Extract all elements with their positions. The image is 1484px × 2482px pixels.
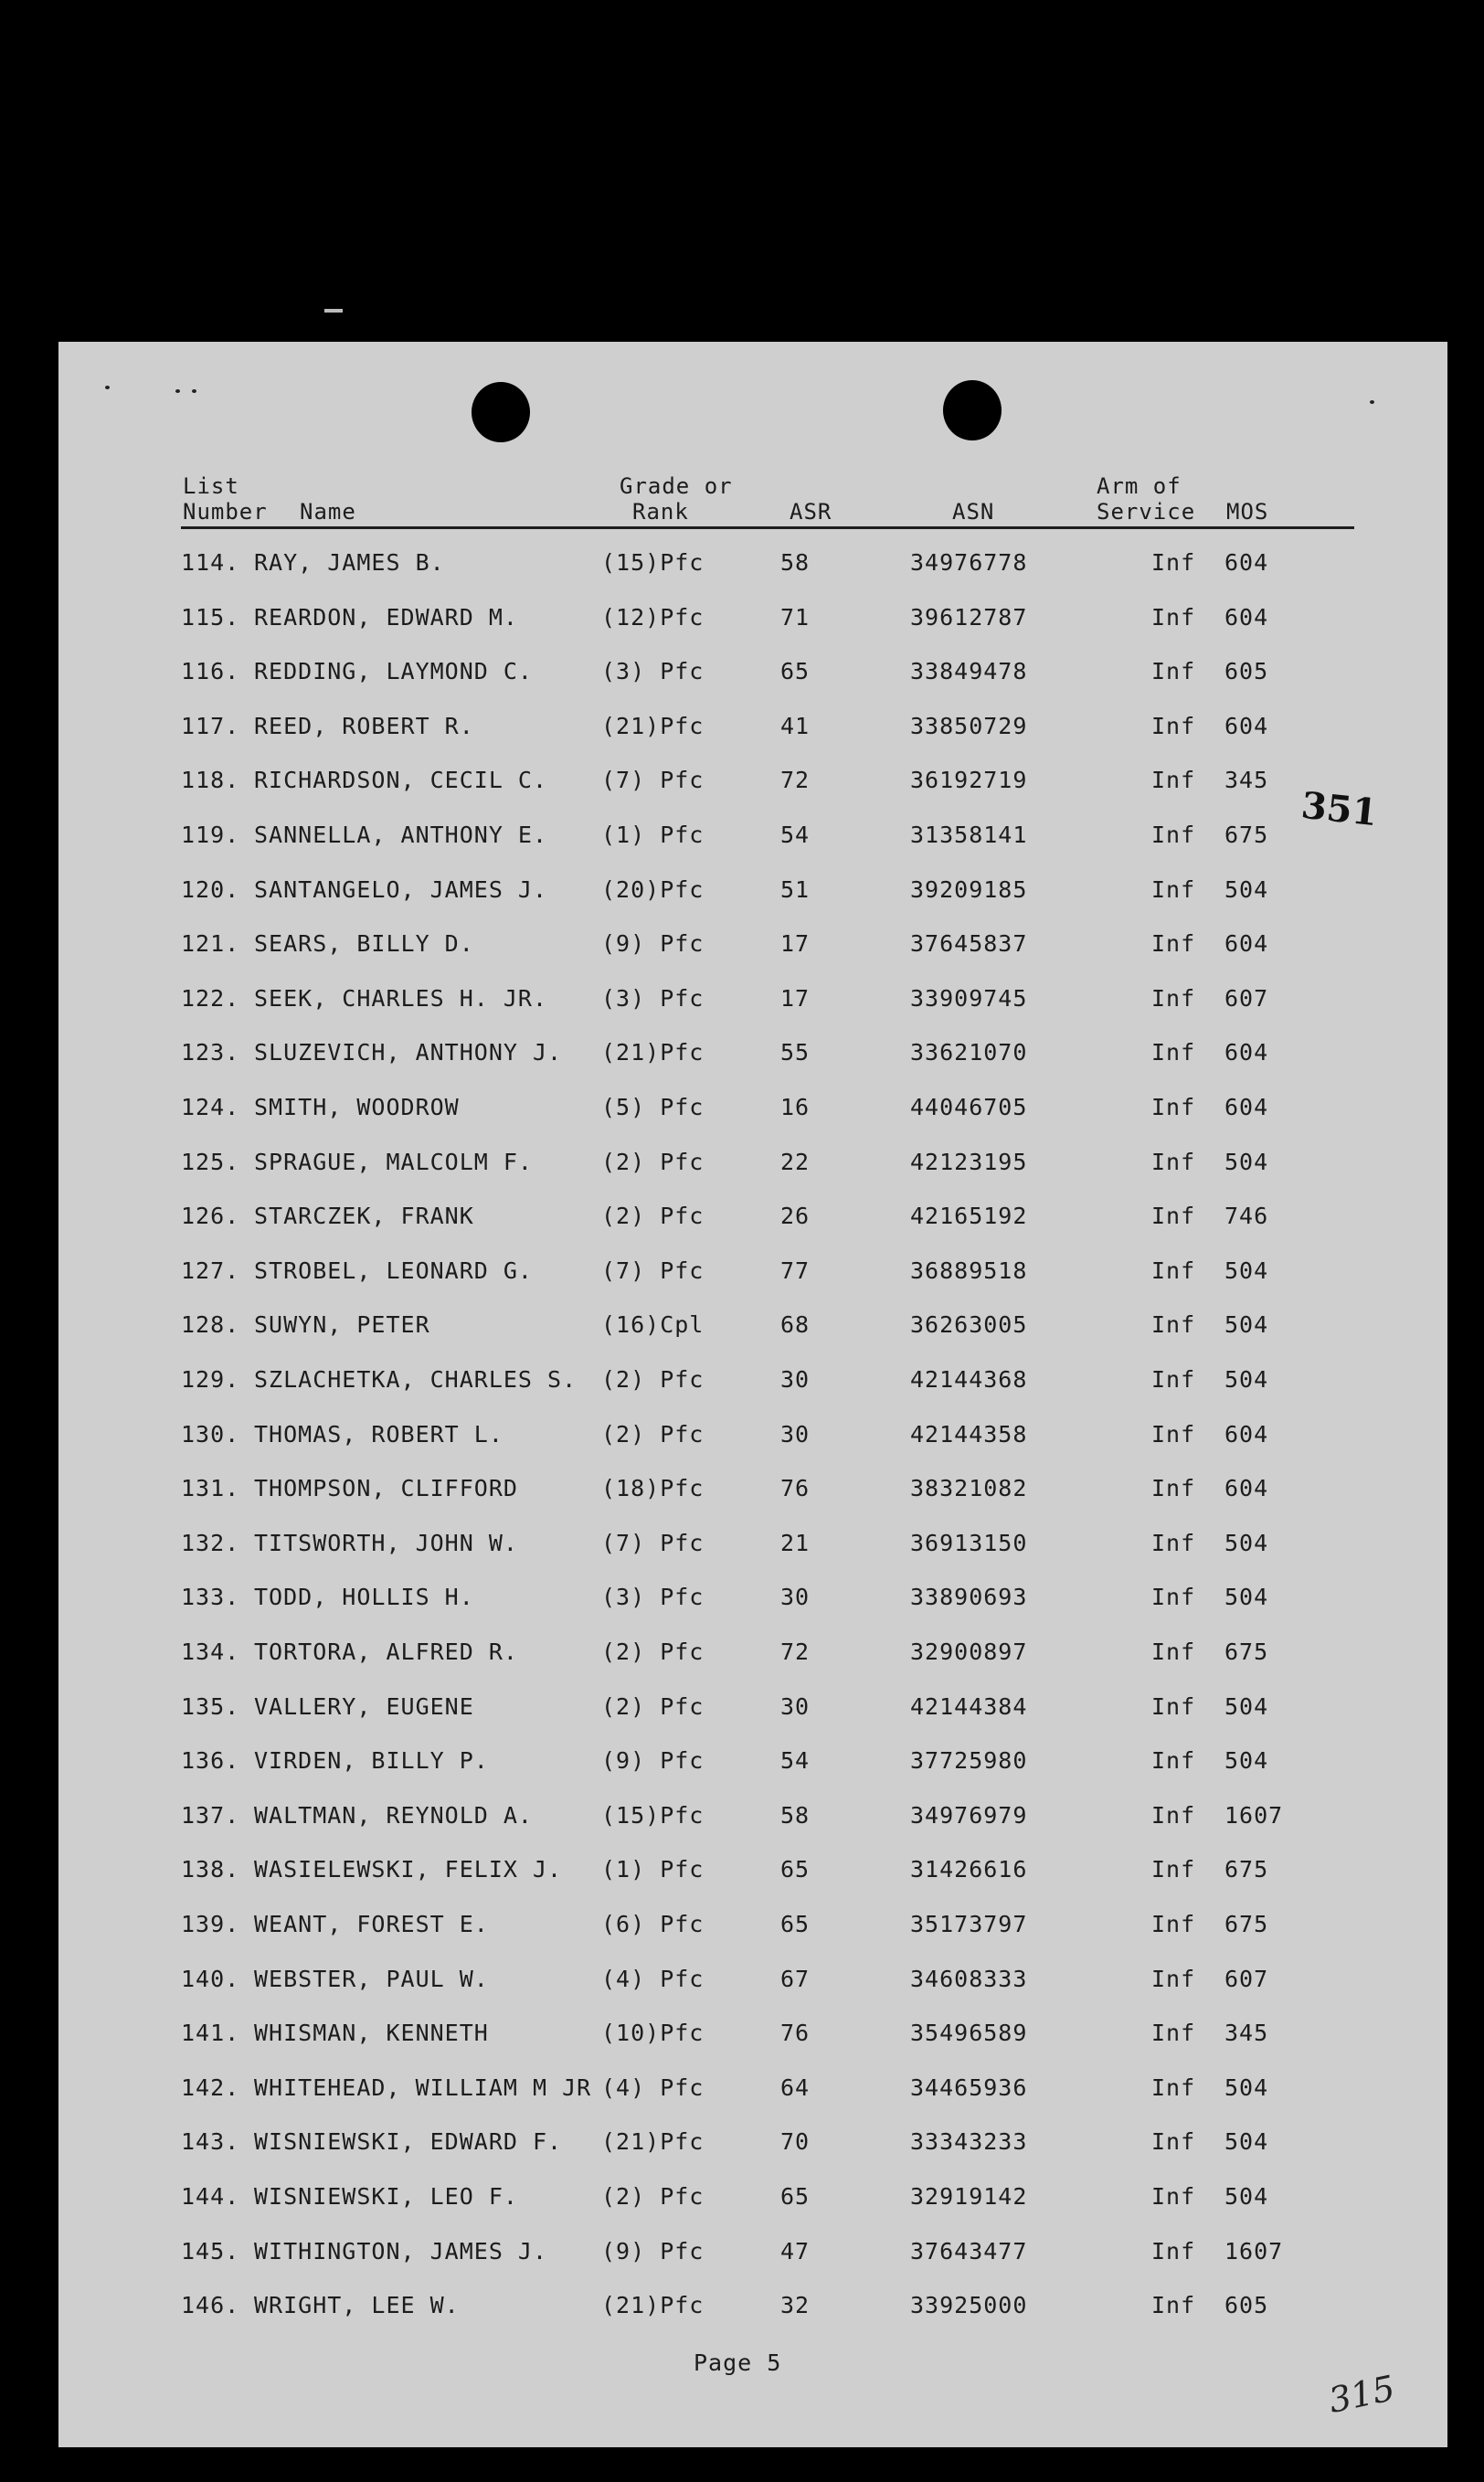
cell-num: 117. [181, 712, 240, 739]
cell-arm: Inf [1151, 1257, 1196, 1284]
cell-num: 119. [181, 822, 240, 848]
cell-name: VALLERY, EUGENE [254, 1692, 474, 1720]
cell-mos: 504 [1224, 1747, 1269, 1775]
cell-asn: 36889518 [910, 1257, 1028, 1284]
cell-name: WALTMAN, REYNOLD A. [254, 1801, 533, 1829]
cell-arm: Inf [1151, 1529, 1196, 1556]
cell-mos: 504 [1224, 1529, 1269, 1556]
table-row [58, 2233, 1447, 2270]
cell-asn: 42144384 [910, 1692, 1028, 1720]
table-row [58, 2179, 1447, 2215]
cell-grade: (10)Pfc [601, 2020, 705, 2047]
cell-asn: 42144358 [910, 1420, 1028, 1448]
header-asr-label: ASR [790, 499, 832, 525]
cell-asr: 67 [780, 1965, 811, 1992]
cell-asr: 16 [780, 1094, 811, 1120]
cell-grade: (2) Pfc [601, 1420, 705, 1448]
cell-grade: (9) Pfc [601, 1747, 705, 1775]
cell-name: WEANT, FOREST E. [254, 1911, 489, 1937]
cell-asn: 33621070 [910, 1039, 1028, 1066]
cell-mos: 604 [1224, 712, 1269, 739]
table-row [58, 2124, 1447, 2160]
cell-asn: 33909745 [910, 984, 1028, 1012]
cell-asn: 36263005 [910, 1311, 1028, 1339]
cell-mos: 1607 [1224, 2237, 1284, 2265]
cell-num: 136. [181, 1747, 240, 1775]
cell-num: 143. [181, 2128, 240, 2156]
cell-grade: (18)Pfc [601, 1475, 705, 1502]
cell-arm: Inf [1151, 1911, 1196, 1937]
cell-mos: 504 [1224, 1366, 1269, 1393]
cell-asr: 30 [780, 1366, 811, 1393]
cell-asr: 51 [780, 875, 811, 903]
table-row [58, 1362, 1447, 1398]
cell-name: STARCZEK, FRANK [254, 1203, 474, 1230]
cell-mos: 345 [1224, 767, 1269, 794]
cell-asr: 30 [780, 1584, 811, 1611]
cell-arm: Inf [1151, 1311, 1196, 1339]
header-grade-label: Grade or [620, 473, 733, 499]
cell-mos: 1607 [1224, 1801, 1284, 1829]
cell-asr: 26 [780, 1203, 811, 1230]
cell-asr: 65 [780, 1856, 811, 1883]
cell-num: 142. [181, 2074, 240, 2101]
cell-mos: 504 [1224, 2074, 1269, 2101]
table-row [58, 1089, 1447, 1126]
cell-mos: 604 [1224, 1094, 1269, 1120]
cell-name: TODD, HOLLIS H. [254, 1584, 474, 1611]
cell-mos: 504 [1224, 875, 1269, 903]
cell-arm: Inf [1151, 1420, 1196, 1448]
cell-grade: (7) Pfc [601, 1529, 705, 1556]
cell-grade: (15)Pfc [601, 1801, 705, 1829]
cell-arm: Inf [1151, 1965, 1196, 1992]
cell-asr: 41 [780, 712, 811, 739]
cell-asr: 54 [780, 1747, 811, 1775]
cell-asr: 72 [780, 767, 811, 794]
header-asn-label: ASN [952, 499, 995, 525]
cell-arm: Inf [1151, 2128, 1196, 2156]
film-artifact [324, 309, 343, 313]
cell-name: THOMPSON, CLIFFORD [254, 1475, 518, 1502]
table-row [58, 926, 1447, 962]
cell-num: 122. [181, 984, 240, 1012]
cell-mos: 604 [1224, 603, 1269, 631]
cell-asr: 71 [780, 603, 811, 631]
table-row [58, 1851, 1447, 1888]
speck [192, 389, 196, 393]
cell-asr: 64 [780, 2074, 811, 2101]
cell-arm: Inf [1151, 603, 1196, 631]
cell-num: 126. [181, 1203, 240, 1230]
cell-arm: Inf [1151, 1366, 1196, 1393]
cell-num: 138. [181, 1856, 240, 1883]
cell-num: 141. [181, 2020, 240, 2047]
cell-mos: 746 [1224, 1203, 1269, 1230]
cell-arm: Inf [1151, 2074, 1196, 2101]
cell-grade: (15)Pfc [601, 549, 705, 576]
table-row [58, 708, 1447, 745]
cell-asn: 42165192 [910, 1203, 1028, 1230]
cell-grade: (5) Pfc [601, 1094, 705, 1120]
cell-mos: 605 [1224, 2292, 1269, 2319]
cell-asn: 31426616 [910, 1856, 1028, 1883]
punch-hole [943, 380, 1002, 440]
cell-arm: Inf [1151, 822, 1196, 848]
cell-asn: 36192719 [910, 767, 1028, 794]
cell-grade: (3) Pfc [601, 1584, 705, 1611]
header-arm-label: Arm of [1097, 473, 1182, 499]
cell-num: 134. [181, 1639, 240, 1665]
cell-asr: 77 [780, 1257, 811, 1284]
speck [175, 389, 180, 393]
table-row [58, 1034, 1447, 1071]
table-row [58, 599, 1447, 636]
table-row [58, 653, 1447, 690]
cell-grade: (7) Pfc [601, 767, 705, 794]
table-row [58, 1470, 1447, 1507]
cell-mos: 605 [1224, 658, 1269, 685]
cell-asn: 33850729 [910, 712, 1028, 739]
table-row [58, 1307, 1447, 1343]
cell-grade: (2) Pfc [601, 1366, 705, 1393]
cell-name: REARDON, EDWARD M. [254, 603, 518, 631]
cell-mos: 675 [1224, 822, 1269, 848]
cell-arm: Inf [1151, 549, 1196, 576]
table-row [58, 1253, 1447, 1289]
cell-asn: 39612787 [910, 603, 1028, 631]
cell-asn: 42144368 [910, 1366, 1028, 1393]
table-row [58, 1743, 1447, 1779]
cell-grade: (2) Pfc [601, 1639, 705, 1665]
cell-arm: Inf [1151, 2183, 1196, 2210]
table-row [58, 1144, 1447, 1181]
table-row [58, 2015, 1447, 2052]
cell-mos: 504 [1224, 1148, 1269, 1175]
cell-arm: Inf [1151, 658, 1196, 685]
cell-num: 129. [181, 1366, 240, 1393]
cell-arm: Inf [1151, 712, 1196, 739]
cell-asn: 34465936 [910, 2074, 1028, 2101]
table-row [58, 872, 1447, 908]
cell-name: THOMAS, ROBERT L. [254, 1420, 504, 1448]
cell-asr: 76 [780, 1475, 811, 1502]
cell-mos: 604 [1224, 930, 1269, 958]
cell-grade: (4) Pfc [601, 2074, 705, 2101]
cell-asn: 37645837 [910, 930, 1028, 958]
cell-num: 137. [181, 1801, 240, 1829]
cell-mos: 675 [1224, 1639, 1269, 1665]
cell-asr: 22 [780, 1148, 811, 1175]
cell-asr: 54 [780, 822, 811, 848]
cell-grade: (21)Pfc [601, 2292, 705, 2319]
cell-num: 115. [181, 603, 240, 631]
cell-mos: 604 [1224, 1475, 1269, 1502]
cell-name: STROBEL, LEONARD G. [254, 1257, 533, 1284]
cell-grade: (9) Pfc [601, 2237, 705, 2265]
cell-name: REDDING, LAYMOND C. [254, 658, 533, 685]
table-row [58, 1525, 1447, 1562]
cell-asr: 76 [780, 2020, 811, 2047]
page-stamp-number: 351 [1298, 783, 1380, 835]
cell-name: RAY, JAMES B. [254, 549, 445, 576]
cell-asn: 36913150 [910, 1529, 1028, 1556]
cell-name: TORTORA, ALFRED R. [254, 1639, 518, 1665]
cell-mos: 604 [1224, 1420, 1269, 1448]
cell-asn: 35173797 [910, 1911, 1028, 1937]
cell-mos: 675 [1224, 1911, 1269, 1937]
cell-asr: 65 [780, 658, 811, 685]
page-label: Page 5 [694, 2349, 782, 2376]
cell-name: SMITH, WOODROW [254, 1094, 460, 1120]
table-row [58, 545, 1447, 581]
header-name-label: Name [300, 499, 356, 525]
cell-num: 130. [181, 1420, 240, 1448]
cell-mos: 604 [1224, 1039, 1269, 1066]
cell-grade: (6) Pfc [601, 1911, 705, 1937]
table-row [58, 817, 1447, 854]
cell-asr: 30 [780, 1692, 811, 1720]
cell-grade: (20)Pfc [601, 875, 705, 903]
table-row [58, 2287, 1447, 2324]
cell-grade: (2) Pfc [601, 1148, 705, 1175]
speck [105, 386, 110, 389]
cell-mos: 504 [1224, 2128, 1269, 2156]
cell-grade: (2) Pfc [601, 1692, 705, 1720]
cell-name: TITSWORTH, JOHN W. [254, 1529, 518, 1556]
cell-asn: 44046705 [910, 1094, 1028, 1120]
cell-asn: 37725980 [910, 1747, 1028, 1775]
cell-name: SEEK, CHARLES H. JR. [254, 984, 548, 1012]
cell-num: 135. [181, 1692, 240, 1720]
cell-asn: 31358141 [910, 822, 1028, 848]
cell-num: 145. [181, 2237, 240, 2265]
cell-grade: (21)Pfc [601, 2128, 705, 2156]
cell-asn: 32900897 [910, 1639, 1028, 1665]
cell-arm: Inf [1151, 930, 1196, 958]
cell-asn: 34608333 [910, 1965, 1028, 1992]
cell-arm: Inf [1151, 767, 1196, 794]
table-row [58, 2070, 1447, 2106]
cell-grade: (21)Pfc [601, 1039, 705, 1066]
cell-name: WITHINGTON, JAMES J. [254, 2237, 548, 2265]
cell-name: WHITEHEAD, WILLIAM M JR [254, 2074, 592, 2101]
cell-arm: Inf [1151, 2237, 1196, 2265]
cell-asr: 17 [780, 930, 811, 958]
table-row [58, 1416, 1447, 1453]
cell-asr: 47 [780, 2237, 811, 2265]
cell-arm: Inf [1151, 2292, 1196, 2319]
cell-name: RICHARDSON, CECIL C. [254, 767, 548, 794]
table-row [58, 1634, 1447, 1671]
cell-num: 144. [181, 2183, 240, 2210]
cell-arm: Inf [1151, 984, 1196, 1012]
cell-arm: Inf [1151, 875, 1196, 903]
cell-arm: Inf [1151, 1148, 1196, 1175]
punch-hole [472, 382, 530, 442]
cell-arm: Inf [1151, 1039, 1196, 1066]
cell-arm: Inf [1151, 1801, 1196, 1829]
cell-num: 123. [181, 1039, 240, 1066]
table-row [58, 1689, 1447, 1725]
cell-asn: 34976979 [910, 1801, 1028, 1829]
cell-mos: 504 [1224, 1311, 1269, 1339]
cell-arm: Inf [1151, 2020, 1196, 2047]
cell-asn: 33925000 [910, 2292, 1028, 2319]
cell-mos: 504 [1224, 1584, 1269, 1611]
cell-name: WRIGHT, LEE W. [254, 2292, 460, 2319]
table-row [58, 1198, 1447, 1235]
handwritten-note: 315 [1325, 2367, 1399, 2422]
cell-name: REED, ROBERT R. [254, 712, 474, 739]
cell-asn: 32919142 [910, 2183, 1028, 2210]
cell-name: SANNELLA, ANTHONY E. [254, 822, 548, 848]
cell-grade: (4) Pfc [601, 1965, 705, 1992]
cell-mos: 607 [1224, 1965, 1269, 1992]
cell-num: 118. [181, 767, 240, 794]
cell-asr: 70 [780, 2128, 811, 2156]
header-number-label: Number [183, 499, 268, 525]
cell-mos: 504 [1224, 2183, 1269, 2210]
cell-num: 146. [181, 2292, 240, 2319]
cell-asr: 21 [780, 1529, 811, 1556]
cell-grade: (3) Pfc [601, 658, 705, 685]
cell-asr: 17 [780, 984, 811, 1012]
cell-name: SLUZEVICH, ANTHONY J. [254, 1039, 563, 1066]
cell-num: 140. [181, 1965, 240, 1992]
header-rule [181, 526, 1354, 529]
cell-asr: 72 [780, 1639, 811, 1665]
cell-asr: 30 [780, 1420, 811, 1448]
header-rank-label: Rank [632, 499, 689, 525]
cell-num: 128. [181, 1311, 240, 1339]
cell-asr: 58 [780, 549, 811, 576]
cell-num: 120. [181, 875, 240, 903]
cell-name: WEBSTER, PAUL W. [254, 1965, 489, 1992]
cell-grade: (3) Pfc [601, 984, 705, 1012]
table-row [58, 1906, 1447, 1943]
cell-mos: 504 [1224, 1692, 1269, 1720]
cell-name: WASIELEWSKI, FELIX J. [254, 1856, 563, 1883]
cell-arm: Inf [1151, 1639, 1196, 1665]
cell-grade: (1) Pfc [601, 1856, 705, 1883]
cell-asn: 33849478 [910, 658, 1028, 685]
cell-num: 116. [181, 658, 240, 685]
cell-arm: Inf [1151, 1584, 1196, 1611]
cell-mos: 604 [1224, 549, 1269, 576]
cell-name: SZLACHETKA, CHARLES S. [254, 1366, 578, 1393]
table-row [58, 762, 1447, 799]
cell-asr: 65 [780, 1911, 811, 1937]
cell-name: WHISMAN, KENNETH [254, 2020, 489, 2047]
table-row [58, 1961, 1447, 1998]
cell-grade: (2) Pfc [601, 1203, 705, 1230]
cell-arm: Inf [1151, 1094, 1196, 1120]
cell-asn: 37643477 [910, 2237, 1028, 2265]
header-service-label: Service [1097, 499, 1196, 525]
cell-mos: 607 [1224, 984, 1269, 1012]
cell-grade: (2) Pfc [601, 2183, 705, 2210]
cell-num: 114. [181, 549, 240, 576]
cell-num: 139. [181, 1911, 240, 1937]
cell-name: SPRAGUE, MALCOLM F. [254, 1148, 533, 1175]
cell-num: 133. [181, 1584, 240, 1611]
table-row [58, 1579, 1447, 1616]
document-page [58, 342, 1447, 2447]
cell-arm: Inf [1151, 1692, 1196, 1720]
cell-asn: 33343233 [910, 2128, 1028, 2156]
table-row [58, 981, 1447, 1017]
cell-asr: 68 [780, 1311, 811, 1339]
cell-asn: 38321082 [910, 1475, 1028, 1502]
cell-num: 132. [181, 1529, 240, 1556]
cell-asr: 65 [780, 2183, 811, 2210]
cell-asr: 55 [780, 1039, 811, 1066]
cell-name: SANTANGELO, JAMES J. [254, 875, 548, 903]
cell-grade: (9) Pfc [601, 930, 705, 958]
cell-grade: (7) Pfc [601, 1257, 705, 1284]
cell-arm: Inf [1151, 1475, 1196, 1502]
cell-name: WISNIEWSKI, EDWARD F. [254, 2128, 563, 2156]
cell-asn: 39209185 [910, 875, 1028, 903]
cell-grade: (12)Pfc [601, 603, 705, 631]
cell-arm: Inf [1151, 1203, 1196, 1230]
cell-num: 131. [181, 1475, 240, 1502]
speck [1370, 400, 1374, 404]
cell-mos: 675 [1224, 1856, 1269, 1883]
cell-mos: 504 [1224, 1257, 1269, 1284]
cell-num: 127. [181, 1257, 240, 1284]
cell-asn: 34976778 [910, 549, 1028, 576]
cell-mos: 345 [1224, 2020, 1269, 2047]
cell-name: SEARS, BILLY D. [254, 930, 474, 958]
cell-asn: 33890693 [910, 1584, 1028, 1611]
cell-grade: (1) Pfc [601, 822, 705, 848]
cell-asn: 42123195 [910, 1148, 1028, 1175]
cell-asn: 35496589 [910, 2020, 1028, 2047]
cell-name: VIRDEN, BILLY P. [254, 1747, 489, 1775]
cell-arm: Inf [1151, 1856, 1196, 1883]
cell-grade: (16)Cpl [601, 1311, 705, 1339]
table-row [58, 1798, 1447, 1834]
cell-name: WISNIEWSKI, LEO F. [254, 2183, 518, 2210]
cell-num: 124. [181, 1094, 240, 1120]
cell-arm: Inf [1151, 1747, 1196, 1775]
cell-name: SUWYN, PETER [254, 1311, 430, 1339]
header-list-label: List [183, 473, 239, 499]
cell-num: 125. [181, 1148, 240, 1175]
header-mos-label: MOS [1226, 499, 1269, 525]
cell-asr: 32 [780, 2292, 811, 2319]
cell-grade: (21)Pfc [601, 712, 705, 739]
cell-asr: 58 [780, 1801, 811, 1829]
cell-num: 121. [181, 930, 240, 958]
